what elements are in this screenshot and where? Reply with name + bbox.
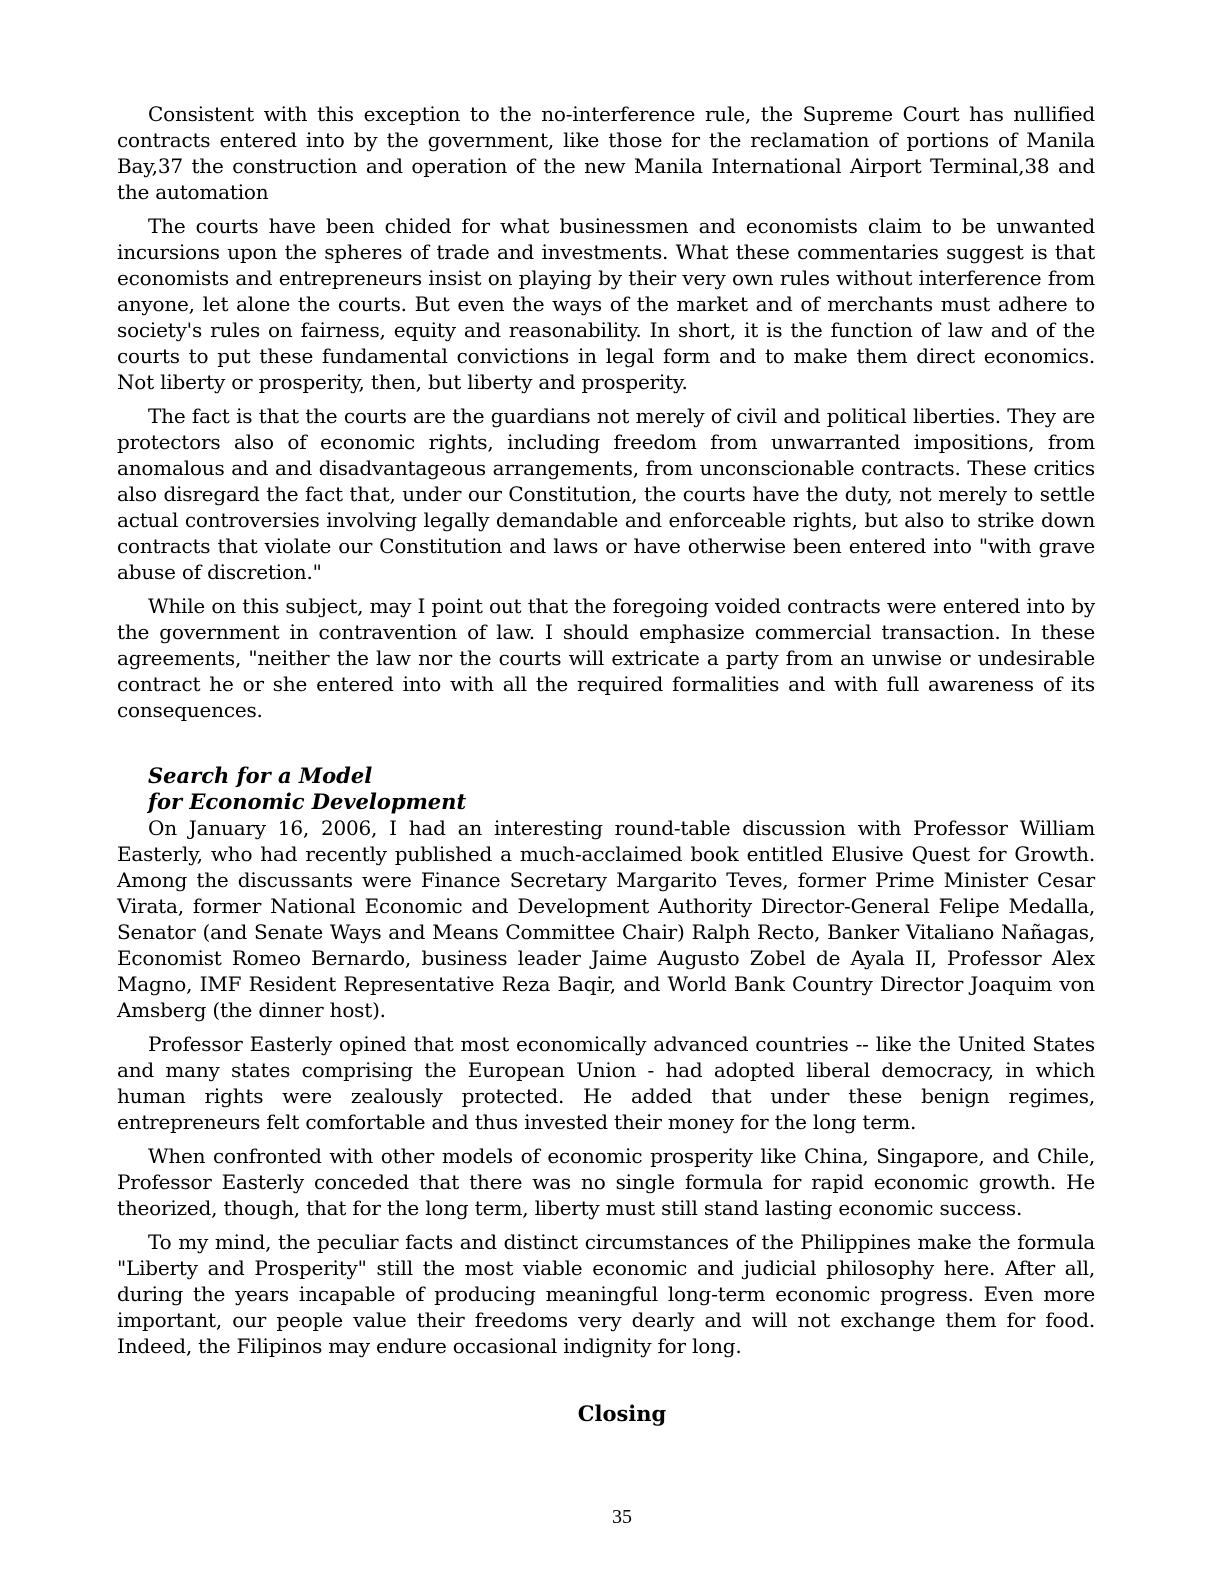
paragraph-courts-chided: The courts have been chided for what businessmen and economists claim to be unwanted incursions upon the spheres of trade and investments. What these commentaries suggest is that economists and entrepreneurs insist on playing by their very own rules without interference from anyone, let alone the courts. But even the ways of the market and of merchants must adhere to society's rules on fairness, equity and reasonability. In short, it is the function of law and of the courts to put these fundamental convictions in legal form and to make them direct economics. Not liberty or prosperity, then, but liberty and prosperity. [117, 214, 1095, 394]
paragraph-easterly-opined: Professor Easterly opined that most economically advanced countries -- like the United States and many states comprising the European Union - had adopted liberal democracy, in which human rights were zealously protected. He added that under these benign regimes, entrepreneurs felt comfortable and thus invested their money for the long term. [117, 1032, 1095, 1134]
closing-heading: Closing [577, 1401, 667, 1426]
paragraph-my-mind: To my mind, the peculiar facts and distinct circumstances of the Philippines make the formula "Liberty and Prosperity" still the most viable economic and judicial philosophy here. After all, during the years incapable of producing meaningful long-term economic progress. Even more important, our people value their freedoms very dearly and will not exchange them for food. Indeed, the Filipinos may endure occasional indignity for long. [117, 1230, 1095, 1358]
paragraph-round-table: On January 16, 2006, I had an interesting round-table discussion with Professor William Easterly, who had recently published a much-acclaimed book entitled Elusive Quest for Growth. Among the discussants were Finance Secretary Margarito Teves, former Prime Minister Cesar Virata, former National Economic and Development Authority Director-General Felipe Medalla, Senator (and Senate Ways and Means Committee Chair) Ralph Recto, Banker Vitaliano Nañagas, Economist Romeo Bernardo, business leader Jaime Augusto Zobel de Ayala II, Professor Alex Magno, IMF Resident Representative Reza Baqir, and World Bank Country Director Joaquim von Amsberg (the dinner host). [117, 816, 1095, 1022]
paragraph-other-models: When confronted with other models of economic prosperity like China, Singapore, and Chile, Professor Easterly conceded that there was no single formula for rapid economic growth. He theorized, though, that for the long term, liberty must still stand lasting economic success. [117, 1144, 1095, 1220]
paragraph-guardians: The fact is that the courts are the guardians not merely of civil and political liberties. They are protectors also of economic rights, including freedom from unwarranted impositions, from anomalous and and disadvantageous arrangements, from unconscionable contracts. These critics also disregard the fact that, under our Constitution, the courts have the duty, not merely to settle actual controversies involving legally demandable and enforceable rights, but also to strike down contracts that violate our Constitution and laws or have otherwise been entered into "with grave abuse of discretion." [117, 404, 1095, 584]
section-heading-line-1: Search for a Model [148, 763, 373, 788]
section-heading-line-2: for Economic Development [148, 789, 467, 814]
page-number: 35 [612, 1506, 632, 1528]
document-body [117, 101, 1095, 1367]
paragraph-voided-contracts: While on this subject, may I point out that the foregoing voided contracts were entered into by the government in contravention of law. I should emphasize commercial transaction. In these agreements, "neither the law nor the courts will extricate a party from an unwise or undesirable contract he or she entered into with all the required formalities and with full awareness of its consequences. [117, 594, 1095, 722]
section-heading-economic-model [117, 763, 1095, 815]
paragraph-no-interference: Consistent with this exception to the no-interference rule, the Supreme Court has nullified contracts entered into by the government, like those for the reclamation of portions of Manila Bay,37 the construction and operation of the new Manila International Airport Terminal,38 and the automation [117, 102, 1095, 204]
